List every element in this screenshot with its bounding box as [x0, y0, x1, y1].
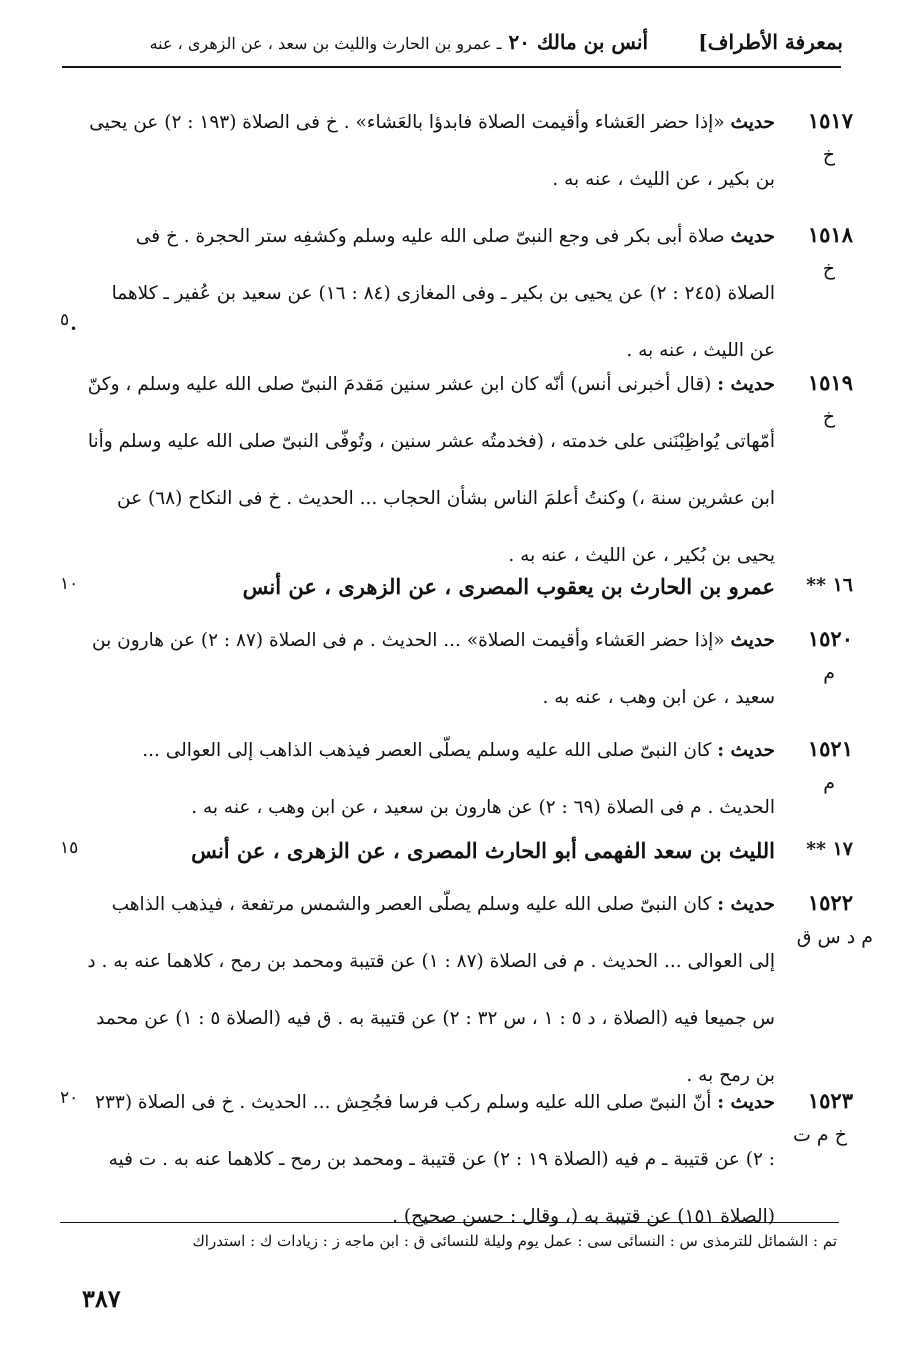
- margin-dot: •: [70, 322, 78, 336]
- entry-text: [85, 722, 775, 836]
- entry-sigla: م: [823, 772, 835, 794]
- entry-text: [85, 876, 775, 1104]
- running-header: [60, 26, 843, 66]
- entry-sigla: خ: [822, 258, 835, 280]
- header-chapter: [150, 30, 648, 54]
- entry-text: [85, 94, 775, 208]
- entry-body: أنّ النبىّ صلى الله عليه وسلم ركب فرسا فجُحِش ... الحديث . خ فى الصلاة (٢٣٣ : ٢) عن قتيبة ـ م فيه (الصلاة ١٩ : ٢) عن قتيبة ـ ومحمد بن رمح ـ كلاهما عنه به . ت فيه (الصلاة ١٥١) عن قتيبة به (، وقال : حسن صحيح) .: [95, 1092, 775, 1227]
- entry-sigla: خ م ت: [793, 1124, 847, 1146]
- entry-text: [85, 1074, 775, 1245]
- entry-number: ١٥٢٠: [807, 626, 853, 651]
- entry-number: ١٥١٩: [807, 370, 853, 395]
- entry-lead: حديث :: [717, 740, 775, 761]
- entry-body: كان النبىّ صلى الله عليه وسلم يصلّى العصر والشمس مرتفعة ، فيذهب الذاهب إلى العوالى ... الحديث . م فى الصلاة (٨٧ : ١) عن قتيبة ومحمد بن رمح ، كلاهما عنه به . د س جميعا فيه (الصلاة ، د ٥ : ١ ، س ٣٢ : ٢) عن قتيبة به . ق فيه (الصلاة ٥ : ١) عن محمد بن رمح به .: [87, 894, 775, 1086]
- section-number: ١٧ **: [806, 838, 853, 860]
- entry-sigla: خ: [822, 144, 835, 166]
- header-chapter-bold: أنس بن مالك ٢٠: [508, 30, 648, 54]
- line-number-marker: ٥: [60, 310, 70, 330]
- line-number-marker: ١٠: [60, 574, 79, 594]
- entry-lead: حديث: [730, 630, 775, 651]
- entry-body: «إذا حضر العَشاء وأقيمت الصلاة» ... الحديث . م فى الصلاة (٨٧ : ٢) عن هارون بن سعيد ، عن ابن وهب ، عنه به .: [92, 630, 775, 708]
- entry-sigla: م د س ق: [796, 926, 873, 948]
- entry-number: ١٥٢٢: [807, 890, 853, 915]
- entry-lead: حديث :: [717, 894, 775, 915]
- entry-sigla: م: [823, 662, 835, 684]
- entry-body: «إذا حضر العَشاء وأقيمت الصلاة فابدؤا بالعَشاء» . خ فى الصلاة (١٩٣ : ٢) عن يحيى بن بكير ، عن الليث ، عنه به .: [89, 112, 775, 190]
- entry-sigla: خ: [822, 406, 835, 428]
- line-number-marker: ١٥: [60, 838, 79, 858]
- entry-number: ١٥١٧: [807, 108, 853, 133]
- header-rule: [62, 66, 841, 68]
- entry-lead: حديث :: [717, 1092, 775, 1113]
- entry-text: [85, 612, 775, 726]
- entry-text: [85, 356, 775, 584]
- entry-body: كان النبىّ صلى الله عليه وسلم يصلّى العصر فيذهب الذاهب إلى العوالى ... الحديث . م فى الصلاة (٦٩ : ٢) عن هارون بن سعيد ، عن ابن وهب ، عنه به .: [142, 740, 775, 818]
- header-chapter-sub: ـ عمرو بن الحارث والليث بن سعد ، عن الزهرى ، عنه: [149, 34, 502, 53]
- entry-text: [85, 208, 775, 379]
- section-title: عمرو بن الحارث بن يعقوب المصرى ، عن الزهرى ، عن أنس: [242, 574, 775, 599]
- entry-body: صلاة أبى بكر فى وجع النبىّ صلى الله عليه وسلم وكشفِه ستر الحجرة . خ فى الصلاة (٢٤٥ : ٢) عن يحيى بن بكير ـ وفى المغازى (٨٤ : ١٦) عن سعيد بن عُفير ـ كلاهما عن الليث ، عنه به .: [111, 226, 775, 361]
- entry-lead: حديث :: [717, 374, 775, 395]
- section-number: ١٦ **: [806, 574, 853, 596]
- entry-number: ١٥٢٣: [807, 1088, 853, 1113]
- section-heading: [0, 838, 923, 878]
- page-number: ٣٨٧: [82, 1284, 121, 1313]
- footer-rule: [60, 1222, 839, 1223]
- entry-lead: حديث: [730, 112, 775, 133]
- section-heading: [0, 574, 923, 614]
- line-number-marker: ٢٠: [60, 1088, 79, 1108]
- abbreviations-footnote: تم : الشمائل للترمذى س : النسائى سى : عمل يوم وليلة للنسائى ق : ابن ماجه ز : زيادات ك : استدراك: [192, 1232, 837, 1250]
- header-book-title: بمعرفة الأطراف]: [698, 30, 843, 54]
- entry-lead: حديث: [730, 226, 775, 247]
- entry-number: ١٥٢١: [807, 736, 853, 761]
- entry-number: ١٥١٨: [807, 222, 853, 247]
- section-title: الليث بن سعد الفهمى أبو الحارث المصرى ، عن الزهرى ، عن أنس: [191, 838, 775, 863]
- entry-body: (قال أخبرنى أنس) أنّه كان ابن عشر سنين مَقدمَ النبىّ صلى الله عليه وسلم ، وكنّ أمّهاتى يُواظِبْنَنى على خدمته ، (فخدمتُه عشر سنين ، وتُوفّى النبىّ صلى الله عليه وسلم وأنا ابن عشرين سنة ،) وكنتُ أعلمَ الناس بشأن الحجاب ... الحديث . خ فى النكاح (٦٨) عن يحيى بن بُكير ، عن الليث ، عنه به .: [87, 374, 775, 566]
